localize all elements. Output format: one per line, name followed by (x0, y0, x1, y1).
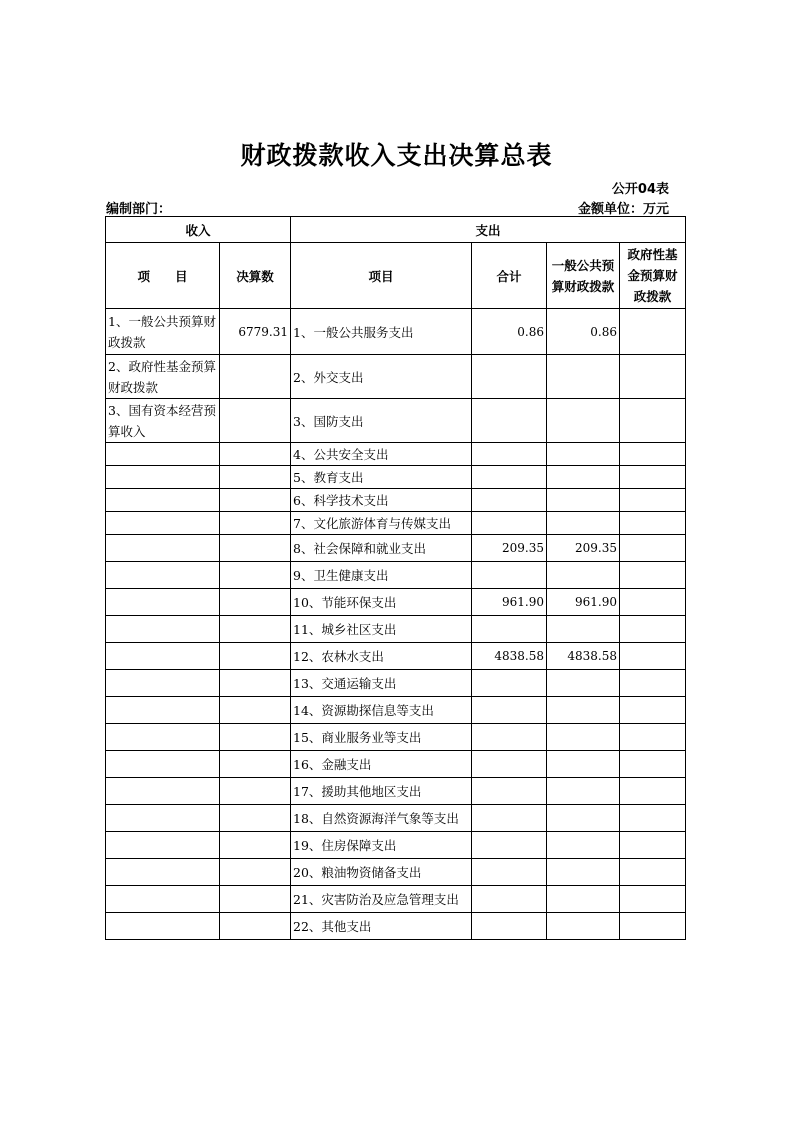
income-amount-cell (220, 643, 291, 670)
expense-fund-cell (620, 670, 686, 697)
income-amount-cell (220, 355, 291, 399)
expense-fund-cell (620, 832, 686, 859)
expense-item-cell: 22、其他支出 (291, 913, 472, 940)
table-row (106, 778, 686, 805)
income-item-cell (106, 832, 220, 859)
page-title: 财政拨款收入支出决算总表 (240, 141, 553, 170)
form-number: 公开04表 (611, 182, 669, 197)
expense-total-cell (472, 778, 547, 805)
table-row (106, 489, 686, 512)
expense-total-cell (472, 399, 547, 443)
expense-general-cell (547, 778, 620, 805)
expense-fund-cell (620, 443, 686, 466)
expense-general-cell (547, 886, 620, 913)
expense-general-cell (547, 697, 620, 724)
header-row-columns (106, 243, 686, 309)
expense-item-cell: 14、资源勘探信息等支出 (291, 697, 472, 724)
expense-fund-cell (620, 886, 686, 913)
expense-fund-cell (620, 309, 686, 355)
expense-total-cell (472, 562, 547, 589)
gov-fund-header: 政府性基金预算财政拨款 (620, 243, 686, 309)
income-item-cell (106, 670, 220, 697)
expense-general-cell (547, 616, 620, 643)
income-item-cell (106, 535, 220, 562)
expense-item-cell: 1、一般公共服务支出 (291, 309, 472, 355)
expense-total-cell (472, 466, 547, 489)
expense-fund-cell (620, 913, 686, 940)
income-amount-cell (220, 805, 291, 832)
table-row (106, 805, 686, 832)
expense-total-cell (472, 512, 547, 535)
table-row (106, 697, 686, 724)
expense-item-cell: 3、国防支出 (291, 399, 472, 443)
income-item-cell (106, 443, 220, 466)
expense-fund-cell (620, 489, 686, 512)
income-item-cell (106, 697, 220, 724)
table-row (106, 724, 686, 751)
budget-table (105, 216, 686, 940)
income-item-cell (106, 913, 220, 940)
expense-general-cell (547, 832, 620, 859)
expense-fund-cell (620, 399, 686, 443)
expense-fund-cell (620, 562, 686, 589)
expense-general-cell (547, 489, 620, 512)
income-amount-cell (220, 859, 291, 886)
expense-total-cell (472, 670, 547, 697)
table-row (106, 832, 686, 859)
expense-item-cell: 8、社会保障和就业支出 (291, 535, 472, 562)
expense-item-cell: 18、自然资源海洋气象等支出 (291, 805, 472, 832)
income-item-cell (106, 466, 220, 489)
table-row (106, 751, 686, 778)
income-item-cell (106, 778, 220, 805)
expense-total-cell (472, 805, 547, 832)
expense-item-cell: 10、节能环保支出 (291, 589, 472, 616)
expense-total-cell: 4838.58 (472, 643, 547, 670)
income-item-cell: 2、政府性基金预算财政拨款 (106, 355, 220, 399)
income-amount-cell (220, 616, 291, 643)
income-amount-cell (220, 562, 291, 589)
income-item-cell (106, 512, 220, 535)
expense-general-cell (547, 466, 620, 489)
income-item-header: 项 目 (106, 243, 220, 309)
unit-label: 金额单位：万元 (577, 202, 669, 217)
expense-total-cell (472, 832, 547, 859)
income-amount-cell (220, 778, 291, 805)
income-amount-cell (220, 832, 291, 859)
expense-item-cell: 21、灾害防治及应急管理支出 (291, 886, 472, 913)
income-item-cell (106, 589, 220, 616)
expense-item-cell: 7、文化旅游体育与传媒支出 (291, 512, 472, 535)
income-item-cell (106, 751, 220, 778)
income-amount-cell (220, 466, 291, 489)
income-item-cell (106, 859, 220, 886)
expense-item-cell: 2、外交支出 (291, 355, 472, 399)
expense-fund-cell (620, 724, 686, 751)
total-header: 合计 (472, 243, 547, 309)
expense-general-cell (547, 355, 620, 399)
expense-fund-cell (620, 589, 686, 616)
expense-total-cell (472, 859, 547, 886)
expense-item-cell: 9、卫生健康支出 (291, 562, 472, 589)
income-amount-cell (220, 512, 291, 535)
income-item-cell (106, 616, 220, 643)
expense-fund-cell (620, 643, 686, 670)
expense-total-cell: 0.86 (472, 309, 547, 355)
expense-total-cell (472, 489, 547, 512)
table-row (106, 643, 686, 670)
income-item-cell (106, 724, 220, 751)
expense-general-cell (547, 913, 620, 940)
table-row (106, 355, 686, 399)
income-item-cell (106, 489, 220, 512)
expense-total-cell (472, 913, 547, 940)
expense-fund-cell (620, 466, 686, 489)
expense-total-cell (472, 886, 547, 913)
table-row (106, 512, 686, 535)
expense-item-cell: 15、商业服务业等支出 (291, 724, 472, 751)
expense-item-cell: 5、教育支出 (291, 466, 472, 489)
table-row (106, 399, 686, 443)
expense-general-cell (547, 724, 620, 751)
table-row (106, 589, 686, 616)
income-item-cell (106, 562, 220, 589)
income-amount-cell (220, 399, 291, 443)
income-amount-cell: 6779.31 (220, 309, 291, 355)
income-item-cell (106, 886, 220, 913)
expense-general-cell (547, 670, 620, 697)
income-amount-cell (220, 589, 291, 616)
general-budget-header: 一般公共预算财政拨款 (547, 243, 620, 309)
table-row (106, 913, 686, 940)
expense-total-cell: 961.90 (472, 589, 547, 616)
expense-total-cell (472, 724, 547, 751)
expense-item-header: 项目 (291, 243, 472, 309)
table-row (106, 466, 686, 489)
expense-header: 支出 (291, 217, 686, 243)
expense-fund-cell (620, 697, 686, 724)
expense-item-cell: 20、粮油物资储备支出 (291, 859, 472, 886)
expense-total-cell (472, 751, 547, 778)
table-row (106, 562, 686, 589)
expense-fund-cell (620, 616, 686, 643)
expense-fund-cell (620, 778, 686, 805)
expense-item-cell: 13、交通运输支出 (291, 670, 472, 697)
income-amount-cell (220, 489, 291, 512)
table-row (106, 886, 686, 913)
expense-general-cell (547, 805, 620, 832)
table-row (106, 616, 686, 643)
table-row (106, 670, 686, 697)
expense-total-cell (472, 616, 547, 643)
expense-general-cell (547, 751, 620, 778)
expense-item-cell: 17、援助其他地区支出 (291, 778, 472, 805)
income-item-cell (106, 805, 220, 832)
expense-general-cell (547, 859, 620, 886)
expense-item-cell: 11、城乡社区支出 (291, 616, 472, 643)
header-row-top (106, 217, 686, 243)
expense-item-cell: 6、科学技术支出 (291, 489, 472, 512)
expense-item-cell: 4、公共安全支出 (291, 443, 472, 466)
income-item-cell: 1、一般公共预算财政拨款 (106, 309, 220, 355)
expense-general-cell: 209.35 (547, 535, 620, 562)
income-amount-cell (220, 913, 291, 940)
income-item-cell (106, 643, 220, 670)
expense-fund-cell (620, 355, 686, 399)
expense-item-cell: 12、农林水支出 (291, 643, 472, 670)
income-item-cell: 3、国有资本经营预算收入 (106, 399, 220, 443)
income-amount-cell (220, 535, 291, 562)
table-row (106, 309, 686, 355)
expense-total-cell (472, 697, 547, 724)
expense-item-cell: 19、住房保障支出 (291, 832, 472, 859)
income-header: 收入 (106, 217, 291, 243)
expense-fund-cell (620, 859, 686, 886)
expense-general-cell (547, 399, 620, 443)
expense-fund-cell (620, 535, 686, 562)
income-amount-cell (220, 697, 291, 724)
final-amount-header: 决算数 (220, 243, 291, 309)
expense-total-cell (472, 443, 547, 466)
income-amount-cell (220, 670, 291, 697)
expense-fund-cell (620, 512, 686, 535)
expense-general-cell: 961.90 (547, 589, 620, 616)
expense-total-cell: 209.35 (472, 535, 547, 562)
expense-total-cell (472, 355, 547, 399)
expense-general-cell: 0.86 (547, 309, 620, 355)
expense-item-cell: 16、金融支出 (291, 751, 472, 778)
expense-general-cell (547, 512, 620, 535)
expense-general-cell (547, 443, 620, 466)
income-amount-cell (220, 886, 291, 913)
table-row (106, 443, 686, 466)
expense-general-cell: 4838.58 (547, 643, 620, 670)
expense-fund-cell (620, 751, 686, 778)
department-label: 编制部门： (106, 202, 172, 217)
table-row (106, 535, 686, 562)
income-amount-cell (220, 724, 291, 751)
income-amount-cell (220, 443, 291, 466)
income-amount-cell (220, 751, 291, 778)
expense-fund-cell (620, 805, 686, 832)
expense-general-cell (547, 562, 620, 589)
table-row (106, 859, 686, 886)
